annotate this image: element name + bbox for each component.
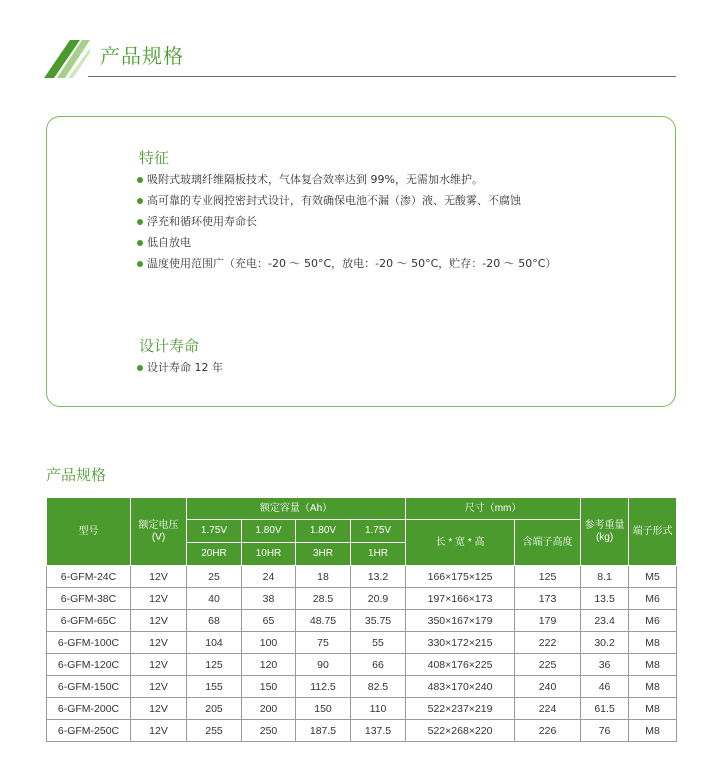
cell-cap-20hr: 125: [187, 654, 242, 676]
table-row: [47, 698, 677, 720]
cell-cap-20hr: 205: [187, 698, 242, 720]
list-item: [137, 357, 223, 378]
bullet-dot-icon: [137, 240, 143, 246]
cell-model: 6-GFM-200C: [47, 698, 131, 720]
cell-voltage: 12V: [131, 676, 187, 698]
cell-cap-10hr: 38: [242, 588, 296, 610]
cell-terminal-type: M5: [629, 566, 677, 588]
header-capacity-rate: 3HR: [296, 543, 351, 566]
feature-text: 吸附式玻璃纤维隔板技术，气体复合效率达到 99%，无需加水维护。: [147, 173, 483, 186]
table-row: [47, 720, 677, 742]
cell-cap-20hr: 104: [187, 632, 242, 654]
list-item: [137, 253, 556, 274]
list-item: [137, 232, 556, 253]
header-stripes-icon: [44, 40, 90, 78]
design-life-heading: 设计寿命: [139, 337, 200, 355]
cell-model: 6-GFM-38C: [47, 588, 131, 610]
cell-weight: 13.5: [581, 588, 629, 610]
cell-voltage: 12V: [131, 720, 187, 742]
cell-weight: 36: [581, 654, 629, 676]
cell-cap-20hr: 255: [187, 720, 242, 742]
feature-text: 高可靠的专业阀控密封式设计，有效确保电池不漏（渗）液、无酸雾、不腐蚀: [147, 194, 521, 207]
page-title: 产品规格: [100, 44, 184, 68]
cell-cap-10hr: 250: [242, 720, 296, 742]
cell-cap-20hr: 40: [187, 588, 242, 610]
header-capacity: 额定容量（Ah）: [187, 498, 406, 520]
table-row: [47, 632, 677, 654]
cell-model: 6-GFM-65C: [47, 610, 131, 632]
bullet-dot-icon: [137, 177, 143, 183]
cell-terminal-type: M8: [629, 654, 677, 676]
bullet-dot-icon: [137, 198, 143, 204]
cell-model: 6-GFM-24C: [47, 566, 131, 588]
bullet-dot-icon: [137, 365, 143, 371]
cell-voltage: 12V: [131, 610, 187, 632]
cell-terminal-type: M6: [629, 610, 677, 632]
header-terminal-height: 含端子高度: [515, 520, 581, 566]
header-capacity-voltage: 1.75V: [351, 520, 406, 543]
cell-cap-10hr: 65: [242, 610, 296, 632]
cell-voltage: 12V: [131, 632, 187, 654]
cell-cap-1hr: 137.5: [351, 720, 406, 742]
cell-voltage: 12V: [131, 566, 187, 588]
cell-terminal-height: 125: [515, 566, 581, 588]
table-row: [47, 566, 677, 588]
header-dims-lwh: 长 * 宽 * 高: [406, 520, 515, 566]
list-item: [137, 190, 556, 211]
cell-terminal-height: 179: [515, 610, 581, 632]
cell-weight: 46: [581, 676, 629, 698]
cell-cap-3hr: 150: [296, 698, 351, 720]
cell-cap-20hr: 68: [187, 610, 242, 632]
table-row: [47, 610, 677, 632]
feature-text: 温度使用范围广（充电：-20 ～ 50°C，放电：-20 ～ 50°C，贮存：-20 ～ 50°C）: [147, 257, 557, 270]
cell-terminal-height: 226: [515, 720, 581, 742]
cell-cap-1hr: 110: [351, 698, 406, 720]
cell-model: 6-GFM-250C: [47, 720, 131, 742]
cell-weight: 61.5: [581, 698, 629, 720]
cell-cap-1hr: 13.2: [351, 566, 406, 588]
cell-dimensions: 166×175×125: [406, 566, 515, 588]
cell-terminal-type: M8: [629, 720, 677, 742]
feature-text: 浮充和循环使用寿命长: [147, 215, 257, 228]
cell-cap-3hr: 28.5: [296, 588, 351, 610]
cell-dimensions: 408×176×225: [406, 654, 515, 676]
table-row: [47, 588, 677, 610]
header-capacity-voltage: 1.80V: [296, 520, 351, 543]
header-capacity-rate: 1HR: [351, 543, 406, 566]
list-item: [137, 211, 556, 232]
cell-terminal-type: M8: [629, 676, 677, 698]
cell-cap-3hr: 187.5: [296, 720, 351, 742]
cell-cap-10hr: 200: [242, 698, 296, 720]
cell-cap-10hr: 120: [242, 654, 296, 676]
design-life-text: 设计寿命 12 年: [147, 361, 223, 374]
cell-voltage: 12V: [131, 654, 187, 676]
cell-cap-3hr: 112.5: [296, 676, 351, 698]
cell-terminal-type: M8: [629, 632, 677, 654]
cell-model: 6-GFM-100C: [47, 632, 131, 654]
cell-model: 6-GFM-150C: [47, 676, 131, 698]
cell-cap-1hr: 35.75: [351, 610, 406, 632]
header-capacity-voltage: 1.75V: [187, 520, 242, 543]
cell-voltage: 12V: [131, 698, 187, 720]
cell-dimensions: 522×237×219: [406, 698, 515, 720]
cell-cap-10hr: 100: [242, 632, 296, 654]
features-list: [137, 169, 556, 274]
list-item: [137, 169, 556, 190]
cell-dimensions: 197×166×173: [406, 588, 515, 610]
cell-cap-20hr: 155: [187, 676, 242, 698]
cell-model: 6-GFM-120C: [47, 654, 131, 676]
cell-terminal-height: 224: [515, 698, 581, 720]
cell-cap-1hr: 20.9: [351, 588, 406, 610]
cell-cap-1hr: 66: [351, 654, 406, 676]
cell-dimensions: 483×170×240: [406, 676, 515, 698]
header-weight: 参考重量 (kg): [581, 498, 629, 566]
spec-table: [46, 497, 677, 742]
header-capacity-rate: 10HR: [242, 543, 296, 566]
table-row: [47, 654, 677, 676]
cell-cap-3hr: 75: [296, 632, 351, 654]
cell-terminal-height: 222: [515, 632, 581, 654]
spec-table-title: 产品规格: [46, 466, 107, 484]
cell-weight: 23.4: [581, 610, 629, 632]
table-row: [47, 676, 677, 698]
header-model: 型号: [47, 498, 131, 566]
cell-cap-20hr: 25: [187, 566, 242, 588]
cell-cap-3hr: 90: [296, 654, 351, 676]
header-capacity-rate: 20HR: [187, 543, 242, 566]
features-panel: [46, 116, 676, 407]
cell-terminal-height: 173: [515, 588, 581, 610]
feature-text: 低自放电: [147, 236, 191, 249]
header-capacity-voltage: 1.80V: [242, 520, 296, 543]
features-heading: 特征: [139, 149, 170, 167]
cell-terminal-type: M8: [629, 698, 677, 720]
cell-cap-10hr: 24: [242, 566, 296, 588]
bullet-dot-icon: [137, 261, 143, 267]
cell-dimensions: 350×167×179: [406, 610, 515, 632]
cell-terminal-height: 240: [515, 676, 581, 698]
design-life-list: [137, 357, 223, 378]
cell-cap-1hr: 55: [351, 632, 406, 654]
bullet-dot-icon: [137, 219, 143, 225]
cell-dimensions: 522×268×220: [406, 720, 515, 742]
cell-voltage: 12V: [131, 588, 187, 610]
cell-cap-10hr: 150: [242, 676, 296, 698]
cell-cap-3hr: 48.75: [296, 610, 351, 632]
cell-terminal-height: 225: [515, 654, 581, 676]
cell-cap-3hr: 18: [296, 566, 351, 588]
cell-cap-1hr: 82.5: [351, 676, 406, 698]
header-dimensions: 尺寸（mm）: [406, 498, 581, 520]
header-divider: [88, 76, 676, 77]
cell-weight: 30.2: [581, 632, 629, 654]
cell-weight: 8.1: [581, 566, 629, 588]
header-terminal-type: 端子形式: [629, 498, 677, 566]
cell-weight: 76: [581, 720, 629, 742]
cell-terminal-type: M6: [629, 588, 677, 610]
cell-dimensions: 330×172×215: [406, 632, 515, 654]
header-voltage: 额定电压 (V): [131, 498, 187, 566]
